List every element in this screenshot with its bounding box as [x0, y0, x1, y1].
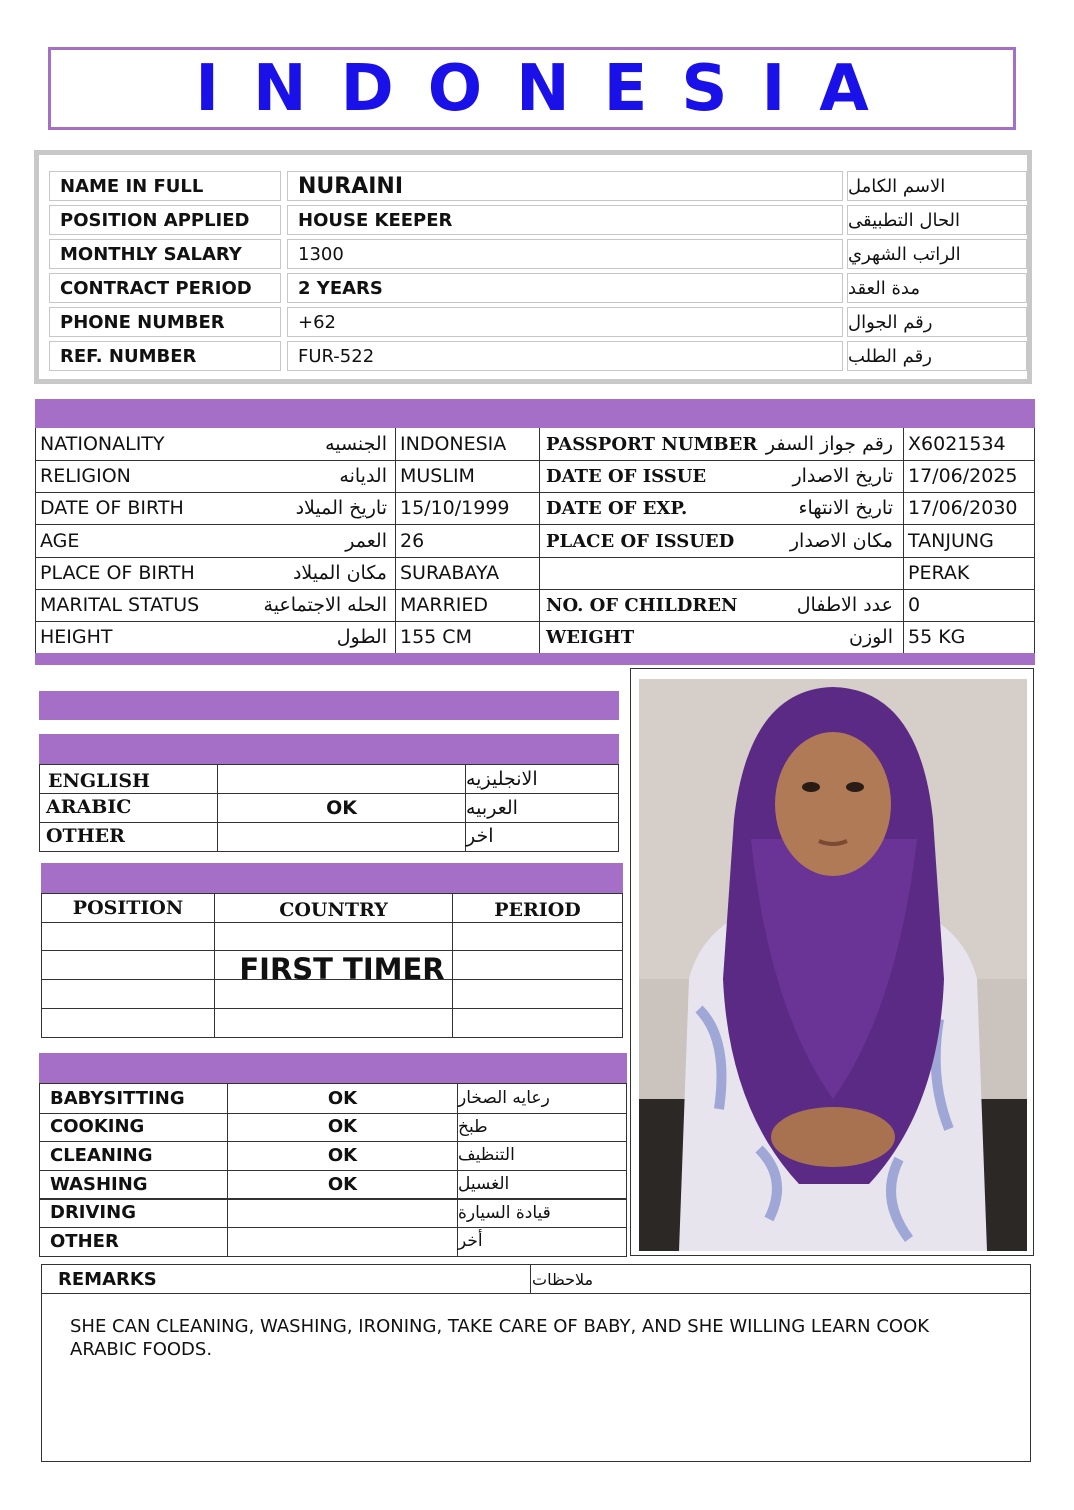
details-label-en: AGE	[40, 530, 80, 552]
details-label-en: PLACE OF ISSUED	[546, 530, 735, 552]
personal-row	[47, 205, 1025, 235]
remarks-label: REMARKS	[58, 1268, 157, 1290]
personal-info-section	[34, 150, 1032, 384]
personal-row	[47, 239, 1025, 269]
column-header: COUNTRY	[279, 899, 388, 921]
skill-value: OK	[327, 1087, 358, 1109]
details-label-arabic: الحله الاجتماعية	[263, 594, 387, 616]
skill-label-arabic: التنظيف	[458, 1145, 515, 1166]
skill-label-arabic: رعايه الصخار	[458, 1088, 550, 1109]
details-value: 155 CM	[396, 621, 540, 653]
details-value: 15/10/1999	[396, 492, 540, 524]
details-label-2	[540, 525, 904, 557]
language-label: OTHER	[46, 825, 125, 847]
details-label-en: MARITAL STATUS	[40, 594, 200, 616]
language-label: ARABIC	[46, 796, 132, 818]
remarks-label-arabic: ملاحظات	[532, 1269, 594, 1289]
details-label	[36, 428, 396, 460]
skill-label: BABYSITTING	[50, 1087, 185, 1109]
personal-row	[47, 341, 1025, 371]
details-label-en: DATE OF BIRTH	[40, 497, 184, 519]
language-label-arabic: اخر	[466, 825, 494, 847]
field-value: HOUSE KEEPER	[287, 205, 843, 235]
field-value: NURAINI	[287, 171, 843, 201]
details-footer-bar	[35, 653, 1035, 665]
details-label-arabic: مكان الميلاد	[292, 562, 387, 584]
field-label-arabic: رقم الجوال	[847, 307, 1027, 337]
details-value-2: 17/06/2030	[908, 497, 1018, 519]
details-value: SURABAYA	[396, 557, 540, 589]
skill-label: COOKING	[50, 1116, 145, 1138]
details-label-arabic: مكان الاصدار	[789, 530, 893, 552]
personal-row	[47, 307, 1025, 337]
details-row	[36, 557, 1034, 590]
language-label: ENGLISH	[48, 770, 150, 792]
details-label-en: PASSPORT NUMBER	[546, 433, 758, 455]
skills-header-bar	[39, 1053, 627, 1083]
skill-label: WASHING	[50, 1173, 148, 1195]
details-label	[36, 525, 396, 557]
experience-header-bar	[41, 863, 623, 893]
skill-label-arabic: طبخ	[458, 1116, 488, 1137]
personal-row	[47, 273, 1025, 303]
details-label-en: NO. OF CHILDREN	[546, 594, 738, 616]
details-value-2: 17/06/2025	[908, 465, 1018, 487]
details-label-en: PLACE OF BIRTH	[40, 562, 195, 584]
details-row	[36, 621, 1034, 654]
skill-label-arabic: قيادة السيارة	[458, 1202, 551, 1223]
skill-label-arabic: الغسيل	[458, 1174, 510, 1195]
field-value: 2 YEARS	[287, 273, 843, 303]
skill-value	[228, 1227, 457, 1256]
details-label-2	[540, 589, 904, 621]
field-label: REF. NUMBER	[49, 341, 281, 371]
field-label: CONTRACT PERIOD	[49, 273, 281, 303]
experience-table	[41, 893, 623, 1038]
field-label-arabic: الحال التطبيقى	[847, 205, 1027, 235]
applicant-photo	[639, 679, 1027, 1251]
details-label-en: DATE OF EXP.	[546, 497, 688, 519]
details-label-2	[540, 492, 904, 524]
remarks-section	[41, 1264, 1031, 1462]
field-label: POSITION APPLIED	[49, 205, 281, 235]
details-label	[36, 492, 396, 524]
field-label: PHONE NUMBER	[49, 307, 281, 337]
details-label-arabic: رقم جواز السفر	[765, 433, 893, 455]
details-label-en: RELIGION	[40, 465, 131, 487]
field-value: FUR-522	[287, 341, 843, 371]
personal-row	[47, 171, 1025, 201]
details-label-arabic: عدد الاطفال	[796, 594, 893, 616]
skill-label-arabic: أخر	[458, 1231, 483, 1252]
skill-label: OTHER	[50, 1230, 119, 1252]
skill-label: CLEANING	[50, 1144, 153, 1166]
language-value	[218, 765, 465, 793]
details-label-arabic: تاريخ الانتهاء	[798, 497, 893, 519]
field-label-arabic: مدة العقد	[847, 273, 1027, 303]
details-value: MARRIED	[396, 589, 540, 621]
remarks-text: SHE CAN CLEANING, WASHING, IRONING, TAKE CARE OF BABY, AND SHE WILLING LEARN COOK ARABIC FOODS.	[70, 1316, 930, 1360]
details-value: MUSLIM	[396, 460, 540, 492]
field-label: NAME IN FULL	[49, 171, 281, 201]
details-label-2	[540, 557, 904, 589]
details-value-2: 0	[908, 594, 921, 616]
details-label	[36, 460, 396, 492]
details-value: INDONESIA	[396, 428, 540, 460]
details-label-en: HEIGHT	[40, 626, 113, 648]
language-value: OK	[326, 797, 357, 819]
language-label-arabic: الانجليزيه	[466, 768, 538, 790]
details-label-2	[540, 428, 904, 460]
details-row	[36, 589, 1034, 622]
details-label-2	[540, 460, 904, 492]
details-row	[36, 492, 1034, 525]
details-row	[36, 525, 1034, 558]
skills-table	[39, 1083, 627, 1257]
field-label-arabic: الاسم الكامل	[847, 171, 1027, 201]
column-header: PERIOD	[494, 899, 581, 921]
details-label-arabic: تاريخ الميلاد	[295, 497, 387, 519]
details-value: 26	[396, 525, 540, 557]
language-value	[218, 822, 465, 850]
language-label-arabic: العربيه	[466, 797, 518, 819]
field-label-arabic: الراتب الشهري	[847, 239, 1027, 269]
details-label	[36, 621, 396, 653]
details-value-2: PERAK	[908, 562, 970, 584]
field-label: MONTHLY SALARY	[49, 239, 281, 269]
section-bar	[39, 691, 619, 720]
details-value-2: X6021534	[908, 433, 1006, 455]
details-label-en: WEIGHT	[546, 626, 635, 648]
details-row	[36, 428, 1034, 461]
languages-header-bar	[39, 734, 619, 764]
details-label-en: NATIONALITY	[40, 433, 165, 455]
details-label-arabic: الجنسيه	[325, 433, 387, 455]
details-header-bar	[35, 399, 1035, 428]
field-label-arabic: رقم الطلب	[847, 341, 1027, 371]
details-value-2: 55 KG	[908, 626, 966, 648]
skill-value: OK	[327, 1144, 358, 1166]
details-label-arabic: الديانه	[339, 465, 387, 487]
languages-table	[39, 764, 619, 852]
details-label	[36, 557, 396, 589]
details-label-2	[540, 621, 904, 653]
title-banner	[48, 47, 1016, 130]
details-label-arabic: العمر	[345, 530, 387, 552]
column-header: POSITION	[72, 897, 184, 919]
details-label-arabic: الطول	[336, 626, 387, 648]
field-value: +62	[287, 307, 843, 337]
details-value-2: TANJUNG	[908, 530, 994, 552]
skill-value: OK	[327, 1173, 358, 1195]
page-title: INDONESIA	[195, 51, 903, 126]
skill-label: DRIVING	[50, 1202, 136, 1224]
details-table	[35, 428, 1035, 654]
details-label-arabic: تاريخ الاصدار	[792, 465, 893, 487]
experience-note: FIRST TIMER	[239, 952, 445, 986]
details-row	[36, 460, 1034, 493]
photo-frame	[630, 668, 1034, 1256]
skill-value	[228, 1198, 457, 1227]
details-label-arabic: الوزن	[848, 626, 893, 648]
field-value: 1300	[287, 239, 843, 269]
skill-value: OK	[327, 1116, 358, 1138]
details-label	[36, 589, 396, 621]
details-label-en: DATE OF ISSUE	[546, 465, 707, 487]
